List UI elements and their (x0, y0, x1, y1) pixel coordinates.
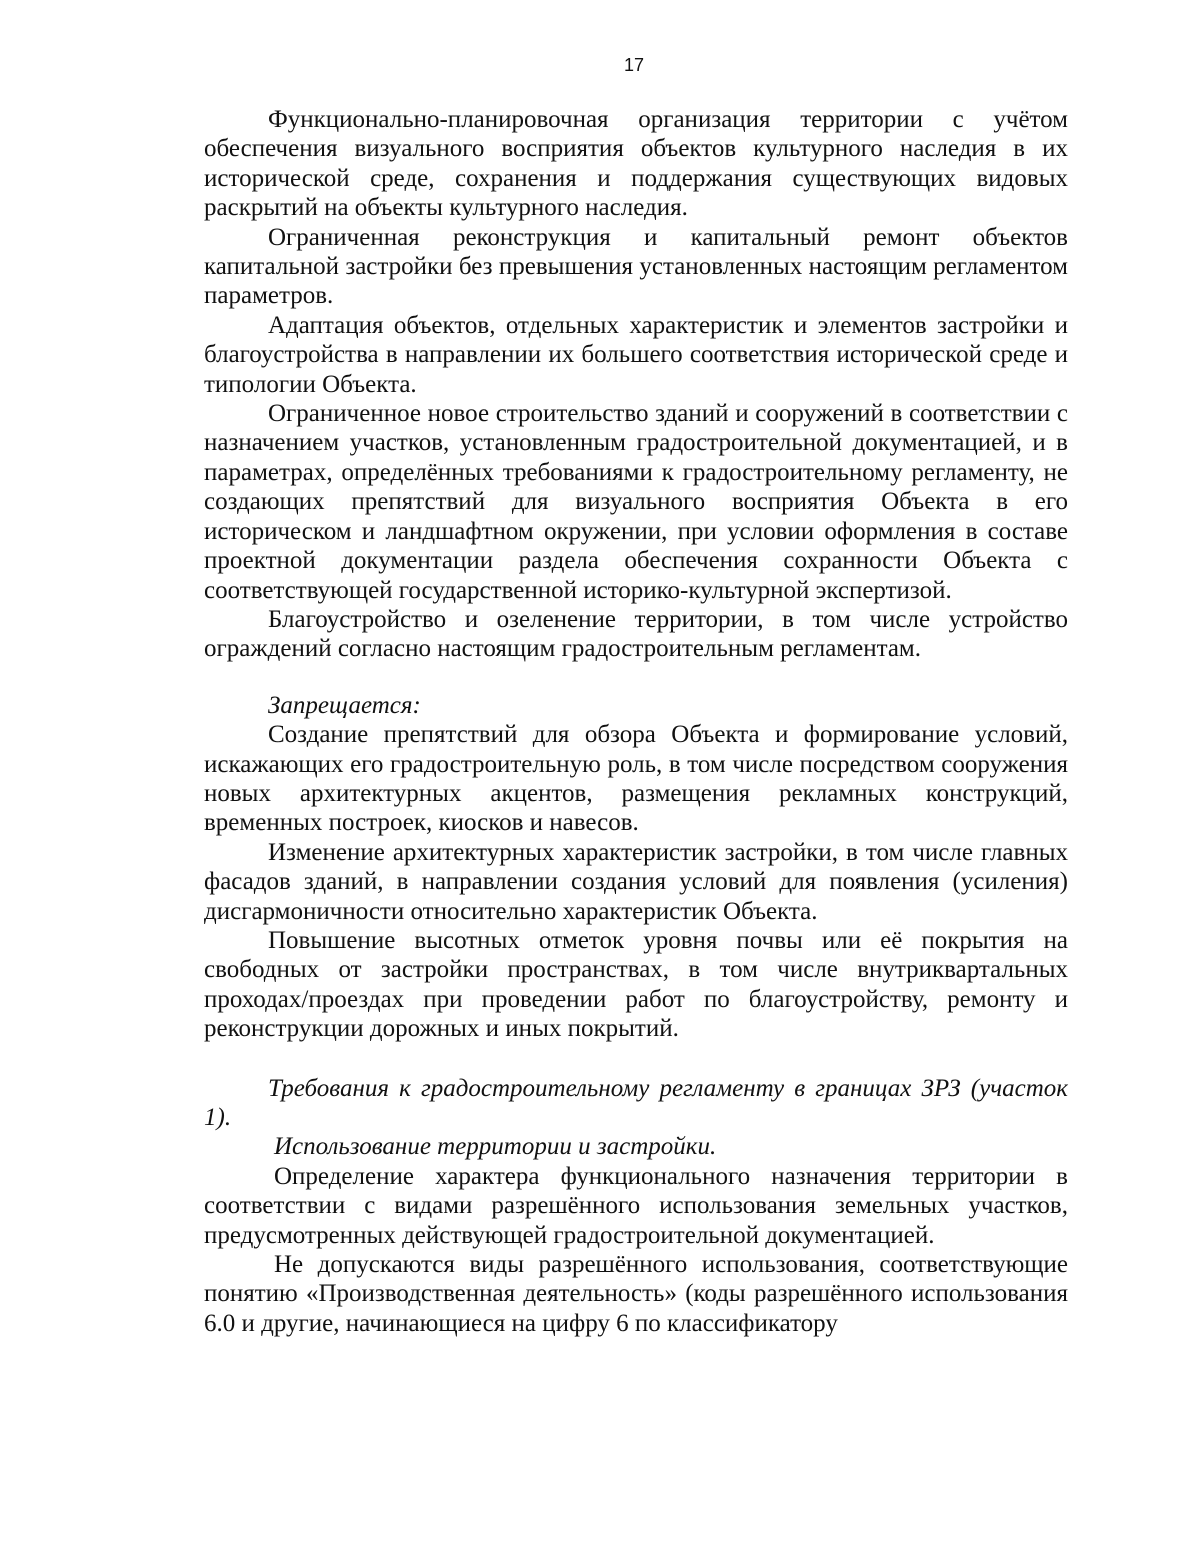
paragraph: Ограниченное новое строительство зданий и сооружений в соответствии с назначением участков, установленным градостроительной документацией, и в параметрах, определённых требованиями к градостроительному регламенту, не создающих препятствий для визуального восприятия Объекта в его историческом и ландшафтном окружении, при условии оформления в составе проектной документации раздела обеспечения сохранности Объекта с соответствующей государственной историко-культурной экспертизой. (204, 400, 1068, 604)
paragraph: Создание препятствий для обзора Объекта и формирование условий, искажающих его градостроительную роль, в том числе посредством сооружения новых архитектурных акцентов, размещения рекламных конструкций, временных построек, киосков и навесов. (204, 721, 1068, 837)
spacer (204, 664, 1068, 691)
paragraph: Ограниченная реконструкция и капитальный ремонт объектов капитальной застройки без превышения установленных настоящим регламентом параметров. (204, 223, 1068, 310)
page-number: 17 (623, 55, 645, 75)
paragraph: Адаптация объектов, отдельных характеристик и элементов застройки и благоустройства в направлении их большего соответствия исторической среде и типологии Объекта. (204, 311, 1068, 398)
spacer (204, 1044, 1068, 1074)
paragraph: Изменение архитектурных характеристик застройки, в том числе главных фасадов зданий, в направлении создания условий для появления (усиления) дисгармоничности относительно характеристик Объекта. (204, 838, 1068, 925)
section-heading-zrz: Требования к градостроительному регламенту в границах ЗРЗ (участок 1). (204, 1074, 1068, 1131)
paragraph: Не допускаются виды разрешённого использования, соответствующие понятию «Производственная деятельность» (коды разрешённого использования 6.0 и другие, начинающиеся на цифру 6 по классификатору (204, 1251, 1068, 1337)
paragraph: Определение характера функционального назначения территории в соответствии с видами разрешённого использования земельных участков, предусмотренных действующей градостроительной документацией. (204, 1162, 1068, 1249)
paragraph: Повышение высотных отметок уровня почвы или её покрытия на свободных от застройки пространствах, в том числе внутриквартальных проходах/проездах при проведении работ по благоустройству, ремонту и реконструкции дорожных и иных покрытий. (204, 926, 1068, 1043)
paragraph: Функционально-планировочная организация территории с учётом обеспечения визуального восприятия объектов культурного наследия в их исторической среде, сохранения и поддержания существующих видовых раскрытий на объекты культурного наследия. (204, 106, 1068, 222)
section-heading-prohibited: Запрещается: (268, 691, 421, 719)
document-body (204, 105, 1068, 1338)
section-subheading: Использование территории и застройки. (274, 1133, 717, 1161)
paragraph: Благоустройство и озеленение территории, в том числе устройство ограждений согласно настоящим градостроительным регламентам. (204, 605, 1068, 663)
